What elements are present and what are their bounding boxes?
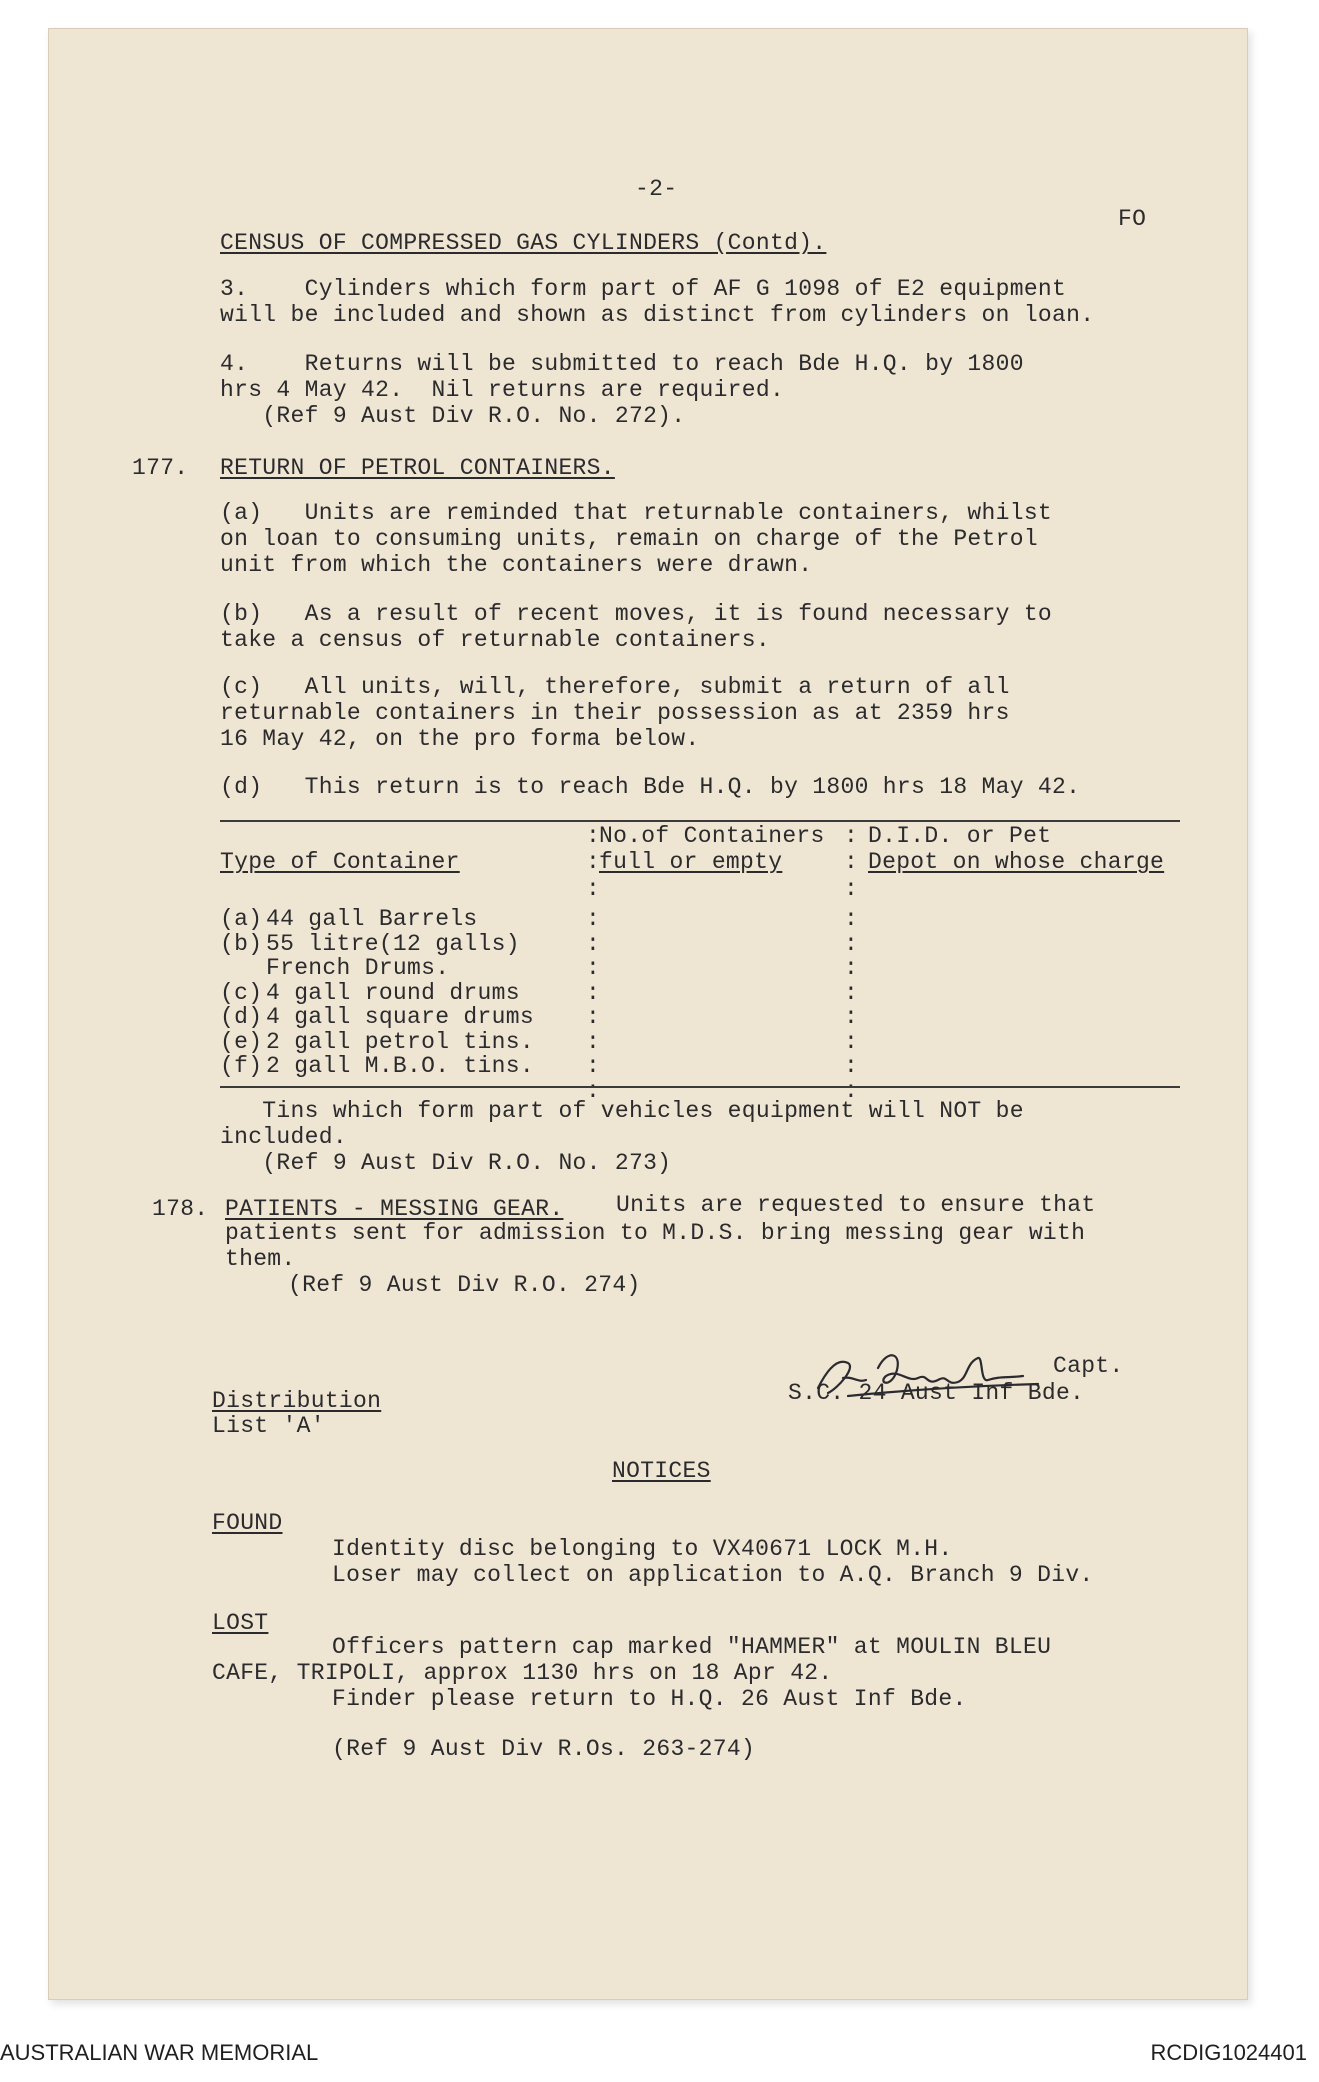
row-label: (c) [220,980,263,1006]
lost-line2: CAFE, TRIPOLI, approx 1130 hrs on 18 Apr 42. [212,1660,833,1686]
census-para4-line3: (Ref 9 Aust Div R.O. No. 272). [220,403,686,429]
section-178-line1: Units are requested to ensure that [616,1192,1096,1218]
row-container-type: 55 litre(12 galls) [266,931,520,957]
row-label: (e) [220,1029,263,1055]
corner-mark: FO [1118,206,1147,232]
row-container-type: French Drums. [266,955,450,981]
para-b-line1: (b) As a result of recent moves, it is found necessary to [220,601,1053,627]
row-container-type: 4 gall square drums [266,1004,534,1030]
section-178-heading: PATIENTS - MESSING GEAR. [225,1196,564,1222]
table-top-rule [220,820,1180,822]
row-label: (d) [220,1004,263,1030]
section-178-line3: them. [225,1246,296,1272]
row-container-type: 4 gall round drums [266,980,520,1006]
section-177-number: 177. [132,455,189,481]
table-col-sep: : [844,955,859,981]
census-para4-line2: hrs 4 May 42. Nil returns are required. [220,377,785,403]
lost-line1: Officers pattern cap marked "HAMMER" at MOULIN BLEU [332,1634,1052,1660]
tins-note-line1: Tins which form part of vehicles equipment will NOT be [220,1098,1024,1124]
table-col-sep-2b: : [844,849,859,875]
table-col2-header-line1: No.of Containers [599,823,825,849]
table-bottom-rule [220,1086,1180,1088]
notices-ref: (Ref 9 Aust Div R.Os. 263-274) [332,1736,756,1762]
section-177-heading: RETURN OF PETROL CONTAINERS. [220,455,615,481]
census-para4-line1: 4. Returns will be submitted to reach Bde H.Q. by 1800 [220,351,1024,377]
section-178-line2: patients sent for admission to M.D.S. bring messing gear with [225,1220,1086,1246]
table-col-sep: : [586,980,601,1006]
table-col-sep: : [844,1004,859,1030]
table-col-sep: : [844,931,859,957]
table-col3-header-line1: D.I.D. or Pet [868,823,1052,849]
table-col-sep: : [586,1078,601,1104]
table-col-sep: : [844,980,859,1006]
para-a-line3: unit from which the containers were drawn. [220,552,813,578]
census-para3-line2: will be included and shown as distinct from cylinders on loan. [220,302,1095,328]
table-col-sep-1c: : [586,876,601,902]
para-b-line2: take a census of returnable containers. [220,627,770,653]
found-line2: Loser may collect on application to A.Q. Branch 9 Div. [332,1562,1094,1588]
row-label: (b) [220,931,263,957]
tins-note-line2: included. [220,1124,347,1150]
table-col-sep: : [844,1078,859,1104]
table-col-sep: : [586,955,601,981]
table-col-sep: : [586,931,601,957]
table-col-sep-2c: : [844,876,859,902]
para-d: (d) This return is to reach Bde H.Q. by 1800 hrs 18 May 42. [220,774,1081,800]
section-178-number: 178. [152,1196,209,1222]
found-heading: FOUND [212,1510,283,1536]
distribution-list: List 'A' [212,1413,325,1439]
table-col-sep: : [586,1053,601,1079]
para-a-line1: (a) Units are reminded that returnable containers, whilst [220,500,1053,526]
distribution-heading: Distribution [212,1388,382,1414]
footer-left: AUSTRALIAN WAR MEMORIAL [0,2040,319,2065]
table-col-sep-1b: : [586,849,601,875]
para-c-line3: 16 May 42, on the pro forma below. [220,726,700,752]
page-number: -2- [635,176,678,202]
table-col-sep-2a: : [844,823,859,849]
found-line1: Identity disc belonging to VX40671 LOCK M.H. [332,1536,953,1562]
row-label: (a) [220,906,263,932]
para-a-line2: on loan to consuming units, remain on charge of the Petrol [220,526,1038,552]
table-col-sep: : [844,1029,859,1055]
lost-heading: LOST [212,1610,269,1636]
para-c-line1: (c) All units, will, therefore, submit a return of all [220,674,1010,700]
row-container-type: 2 gall petrol tins. [266,1029,534,1055]
table-col3-header-line2: Depot on whose charge [868,849,1165,875]
table-col2-header-line2: full or empty [599,849,783,875]
table-col-sep: : [586,1029,601,1055]
census-heading: CENSUS OF COMPRESSED GAS CYLINDERS (Contd). [220,230,827,256]
signature-appointment: S.C. 24 Aust Inf Bde. [788,1380,1085,1406]
census-para3-line1: 3. Cylinders which form part of AF G 1098 of E2 equipment [220,276,1067,302]
signature-rank: Capt. [1053,1353,1124,1379]
tins-note-ref: (Ref 9 Aust Div R.O. No. 273) [220,1150,672,1176]
section-178-ref: (Ref 9 Aust Div R.O. 274) [288,1272,641,1298]
table-col-sep: : [586,1004,601,1030]
row-label: (f) [220,1053,263,1079]
row-container-type: 2 gall M.B.O. tins. [266,1053,534,1079]
footer-right: RCDIG1024401 [1150,2040,1307,2065]
table-col-sep: : [844,906,859,932]
row-container-type: 44 gall Barrels [266,906,478,932]
table-col-sep-1a: : [586,823,601,849]
table-col-sep: : [844,1053,859,1079]
table-col1-header: Type of Container [220,849,460,875]
document-page [48,28,1248,2000]
table-col-sep: : [586,906,601,932]
para-c-line2: returnable containers in their possession as at 2359 hrs [220,700,1010,726]
notices-heading: NOTICES [612,1458,711,1484]
lost-line3: Finder please return to H.Q. 26 Aust Inf Bde. [332,1686,967,1712]
